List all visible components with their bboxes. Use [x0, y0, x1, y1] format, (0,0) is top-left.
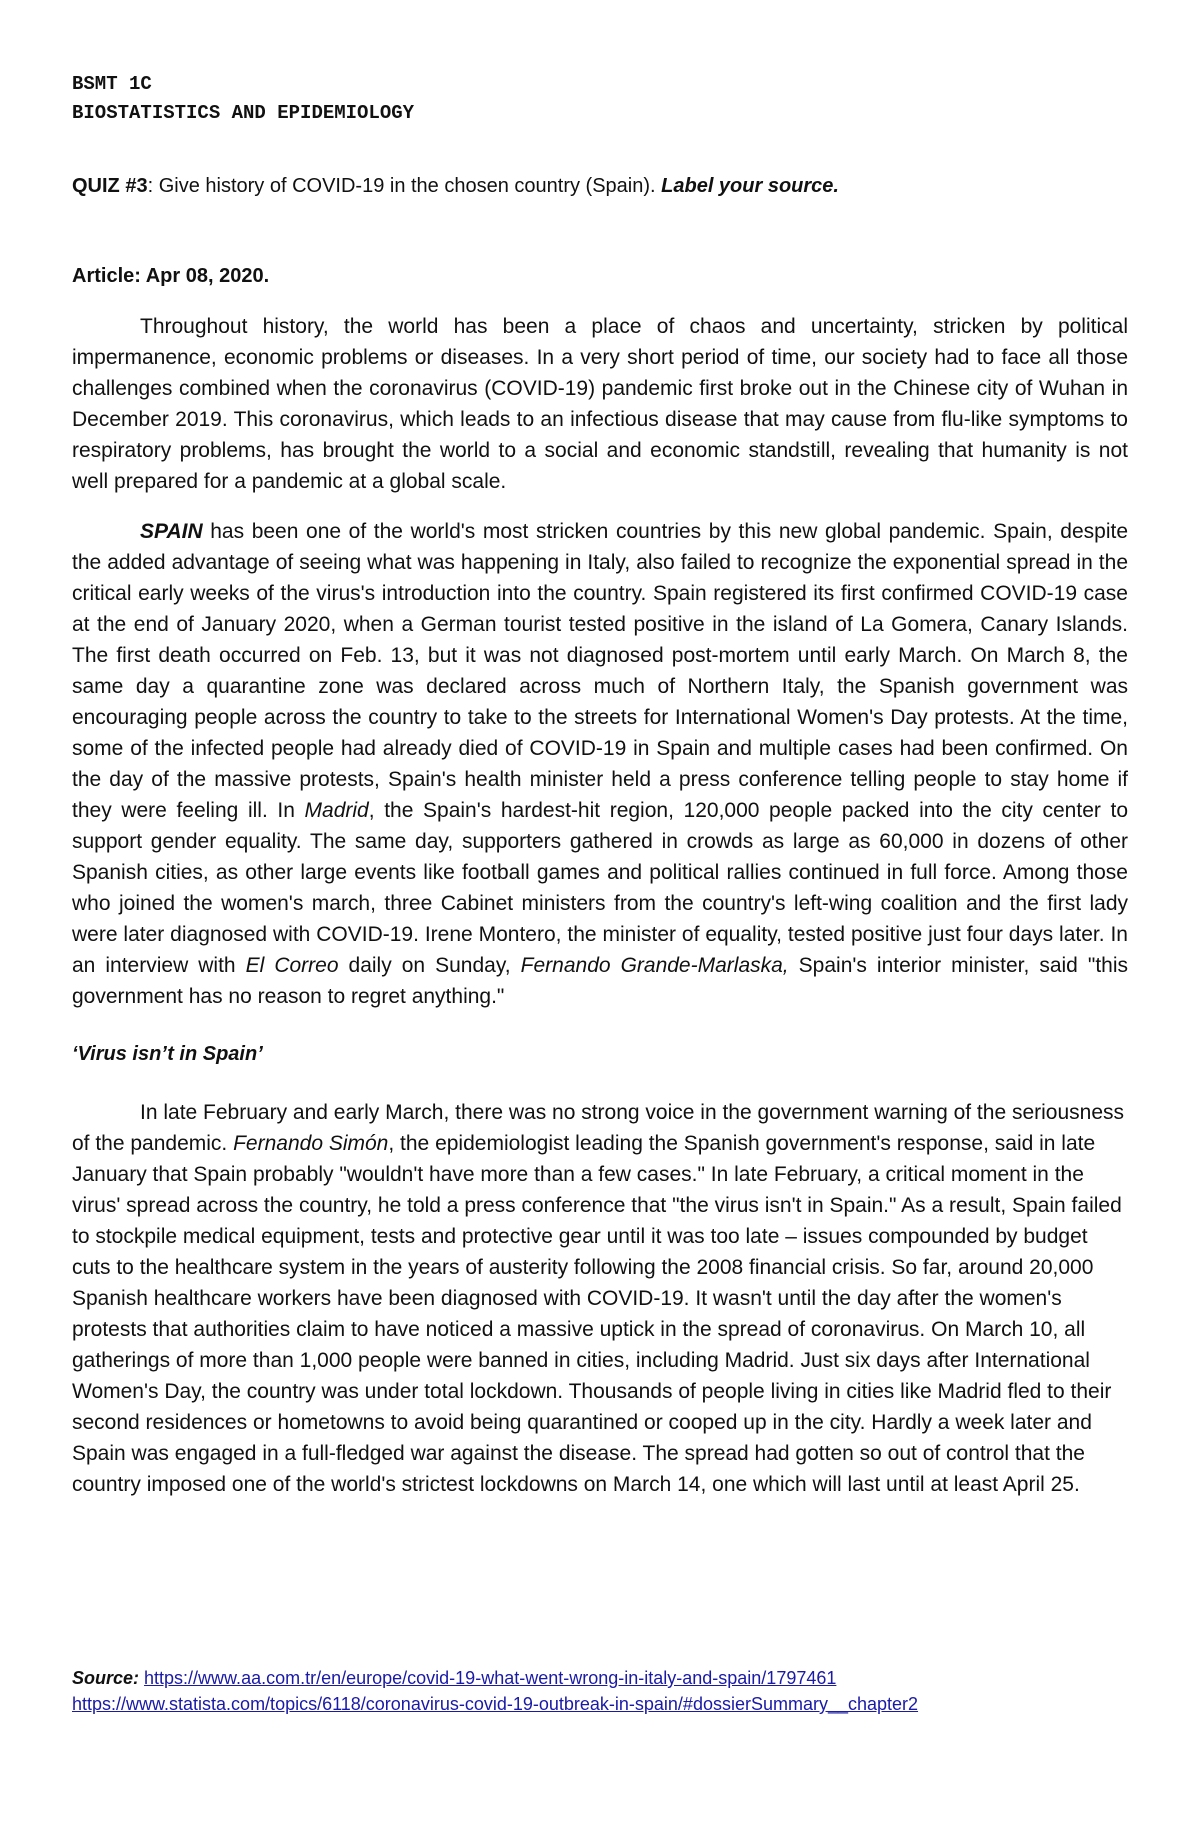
- course-code: BSMT 1C: [72, 73, 152, 95]
- section-heading: ‘Virus isn’t in Spain’: [72, 1043, 263, 1065]
- source-link-statista[interactable]: https://www.statista.com/topics/6118/coronavirus-covid-19-outbreak-in-spain/#dossierSummary__chapter2: [72, 1694, 919, 1714]
- paragraph-virus: [72, 1097, 1128, 1500]
- madrid-italic: Madrid: [304, 799, 369, 822]
- subject-title: BIOSTATISTICS AND EPIDEMIOLOGY: [72, 102, 415, 124]
- simon-italic: Fernando Simón: [233, 1132, 389, 1155]
- paragraph-spain-text-3: daily on Sunday,: [338, 954, 521, 977]
- el-correo-italic: El Correo: [245, 954, 339, 977]
- quiz-label: QUIZ #3: [72, 175, 148, 197]
- quiz-text: : Give history of COVID-19 in the chosen country (Spain).: [147, 175, 662, 197]
- document-page: [72, 70, 1128, 1500]
- paragraph-spain-text-2: , the Spain's hardest-hit region, 120,000 people packed into the city center to support gender equality. The same day, supporters gathered in crowds as large as 60,000 in dozens of other Spanish cities, as other large events like football games and political rallies continued in full force. Among those who joined the women's march, three Cabinet ministers from the country's left-wing coalition and the first lady were later diagnosed with COVID-19. Irene Montero, the minister of equality, tested positive just four days later. In an interview with: [72, 799, 1128, 977]
- source-line-1: [72, 1665, 1128, 1691]
- spain-lead: SPAIN: [140, 520, 203, 543]
- paragraph-intro: Throughout history, the world has been a place of chaos and uncertainty, stricken by political impermanence, economic problems or diseases. In a very short period of time, our society had to face all those challenges combined when the coronavirus (COVID-19) pandemic first broke out in the Chinese city of Wuhan in December 2019. This coronavirus, which leads to an infectious disease that may cause from flu-like symptoms to respiratory problems, has brought the world to a social and economic standstill, revealing that humanity is not well prepared for a pandemic at a global scale.: [72, 315, 1128, 493]
- source-label: Source:: [72, 1668, 145, 1688]
- paragraph-spain: [72, 516, 1128, 1012]
- paragraph-spain-text-1: has been one of the world's most stricken countries by this new global pandemic. Spain, despite the added advantage of seeing what was happening in Italy, also failed to recognize the exponential spread in the critical early weeks of the virus's introduction into the country. Spain registered its first confirmed COVID-19 case at the end of January 2020, when a German tourist tested positive in the island of La Gomera, Canary Islands. The first death occurred on Feb. 13, but it was not diagnosed post-mortem until early March. On March 8, the same day a quarantine zone was declared across much of Northern Italy, the Spanish government was encouraging people across the country to take to the streets for International Women's Day protests. At the time, some of the infected people had already died of COVID-19 in Spain and multiple cases had been confirmed. On the day of the massive protests, Spain's health minister held a press conference telling people to stay home if they were feeling ill. In: [72, 520, 1128, 822]
- source-line-2: [72, 1691, 1128, 1717]
- paragraph-spain-text-4: Spain's interior minister, said "this government has no reason to regret anything.": [72, 954, 1128, 1008]
- source-link-aa[interactable]: https://www.aa.com.tr/en/europe/covid-19-what-went-wrong-in-italy-and-spain/1797461: [144, 1668, 837, 1688]
- quiz-emphasis: Label your source.: [661, 175, 839, 197]
- minister-italic: Fernando Grande-Marlaska,: [520, 954, 789, 977]
- article-date: Article: Apr 08, 2020.: [72, 265, 270, 287]
- quiz-prompt: [72, 171, 1128, 201]
- paragraph-virus-text-2: , the epidemiologist leading the Spanish government's response, said in late January that Spain probably "wouldn't have more than a few cases." In late February, a critical moment in the virus' spread across the country, he told a press conference that "the virus isn't in Spain." As a result, Spain failed to stockpile medical equipment, tests and protective gear until it was too late – issues compounded by budget cuts to the healthcare system in the years of austerity following the 2008 financial crisis. So far, around 20,000 Spanish healthcare workers have been diagnosed with COVID-19. It wasn't until the day after the women's protests that authorities claim to have noticed a massive uptick in the spread of coronavirus. On March 10, all gatherings of more than 1,000 people were banned in cities, including Madrid. Just six days after International Women's Day, the country was under total lockdown. Thousands of people living in cities like Madrid fled to their second residences or hometowns to avoid being quarantined or cooped up in the city. Hardly a week later and Spain was engaged in a full-fledged war against the disease. The spread had gotten so out of control that the country imposed one of the world's strictest lockdowns on March 14, one which will last until at least April 25.: [72, 1132, 1122, 1496]
- sources-block: [72, 1665, 1128, 1717]
- paragraph-virus-text-1: In late February and early March, there was no strong voice in the government warning of the seriousness of the pandemic.: [72, 1101, 1125, 1155]
